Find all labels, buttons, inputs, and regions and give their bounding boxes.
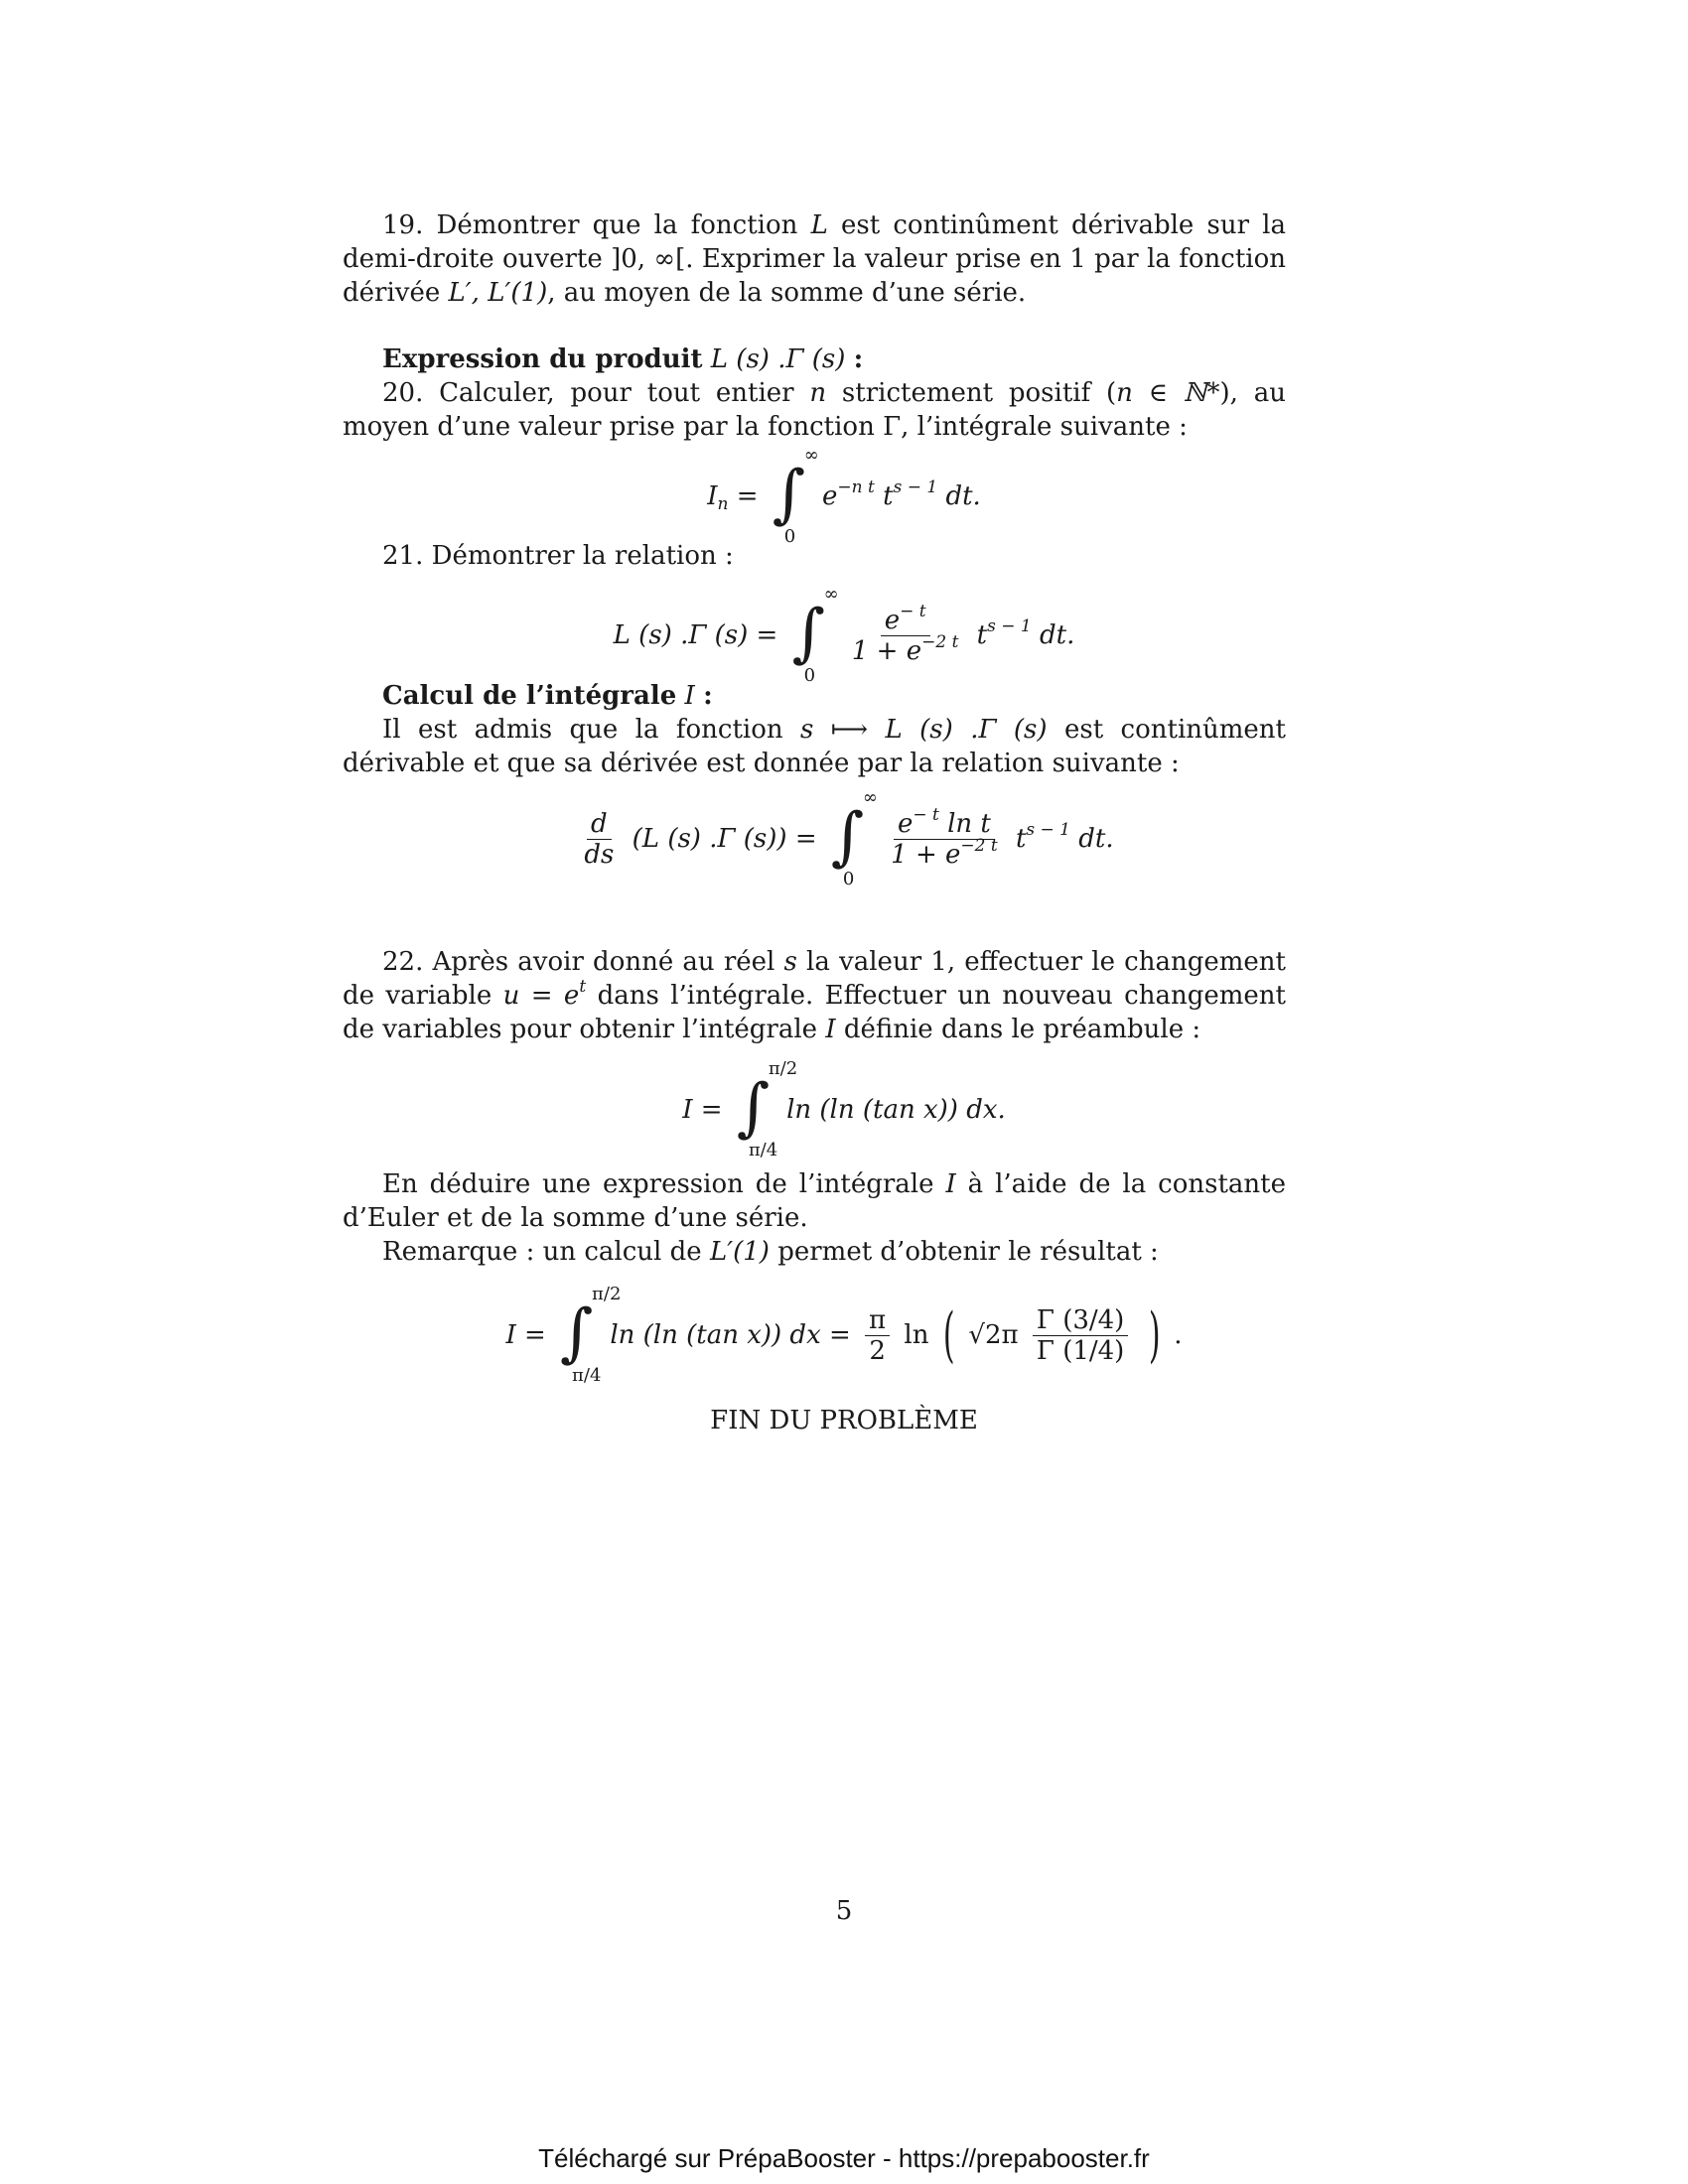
question-20: 20. Calculer, pour tout entier n strictement positif (n ∈ ℕ*), au moyen d’une valeur prise par la fonction Γ, l’intégrale suivante :	[343, 378, 1286, 442]
pi-over-2: $\frac{\pi}{2}$	[865, 1305, 890, 1366]
equation-In: $I_n$ = ∫ ∞ 0 $e^{-n t}$ $t^{s - 1}$ dt.	[707, 445, 981, 547]
section-heading-calcul: Calcul de l’intégrale I :	[382, 681, 713, 711]
question-19: 19. Démontrer que la fonction L est continûment dérivable sur la demi-droite ouverte ]0, ∞[. Exprimer la valeur prise en 1 par la fonction dérivée L′, L′(1), au moyen de la somme d’une série.	[343, 210, 1286, 308]
gamma-ratio: $\frac{\Gamma (3/4)}{\Gamma (1/4)}$	[1033, 1305, 1128, 1366]
deduce-statement: En déduire une expression de l’intégrale I à l’aide de la constante d’Euler et de la somme d’une série.	[343, 1169, 1286, 1233]
question-22: 22. Après avoir donné au réel s la valeur 1, effectuer le changement de variable $u = e^t$ dans l’intégrale. Effectuer un nouveau changement de variables pour obtenir l’intégrale I définie dans le préambule :	[343, 947, 1286, 1044]
integral-sign: ∫ π/2 π/4	[736, 1058, 798, 1160]
var-L: L	[810, 210, 828, 240]
left-paren: (	[942, 1300, 955, 1370]
integral-sign: ∫ π/2 π/4	[560, 1284, 622, 1386]
section-heading-produit: Expression du produit L (s) .Γ (s) :	[382, 344, 864, 374]
question-21: 21. Démontrer la relation :	[382, 541, 734, 571]
equation-derivative: $\frac{d}{ds}$ (L (s) .Γ (s)) = ∫ ∞ 0 $\frac{e^{- t} \ln t}{1 + e^{-2 t}}$ $t^{s - 1}$ dt.	[0, 799, 1688, 879]
d-ds: $\frac{d}{ds}$	[584, 808, 615, 870]
integral-sign: ∫ ∞ 0	[791, 584, 839, 686]
integral-sign: ∫ ∞ 0	[830, 787, 878, 889]
right-paren: )	[1148, 1300, 1161, 1370]
fraction: $\frac{e^{- t} \ln t}{1 + e^{-2 t}}$	[891, 804, 998, 870]
equation-product: L (s) .Γ (s) = ∫ ∞ 0 $\frac{e^{- t}}{1 + e^{-2 t}}$ $t^{s - 1}$ dt.	[613, 584, 1075, 686]
integral-sign: ∫ ∞ 0	[772, 445, 819, 547]
download-footer: Téléchargé sur PrépaBooster - https://prepabooster.fr	[538, 2143, 1150, 2173]
remark: Remarque : un calcul de L′(1) permet d’obtenir le résultat :	[382, 1237, 1159, 1267]
equation-result: I = ∫ π/2 π/4 ln (ln (tan x)) dx = $\frac{\pi}{2}$ ln ( √2π $\frac{\Gamma (3/4)}{\Gamma (1/4)}$ ) .	[505, 1284, 1183, 1386]
derivative-L: L′, L′(1)	[448, 278, 548, 308]
page-number: 5	[835, 1896, 853, 1926]
admitted-statement: Il est admis que la fonction s ⟼ L (s) .Γ (s) est continûment dérivable et que sa dérivée est donnée par la relation suivante :	[343, 715, 1286, 778]
equation-I: I = ∫ π/2 π/4 ln (ln (tan x)) dx.	[682, 1058, 1006, 1160]
end-of-problem: FIN DU PROBLÈME	[710, 1406, 978, 1435]
fraction: $\frac{e^{- t}}{1 + e^{-2 t}}$	[851, 601, 959, 666]
